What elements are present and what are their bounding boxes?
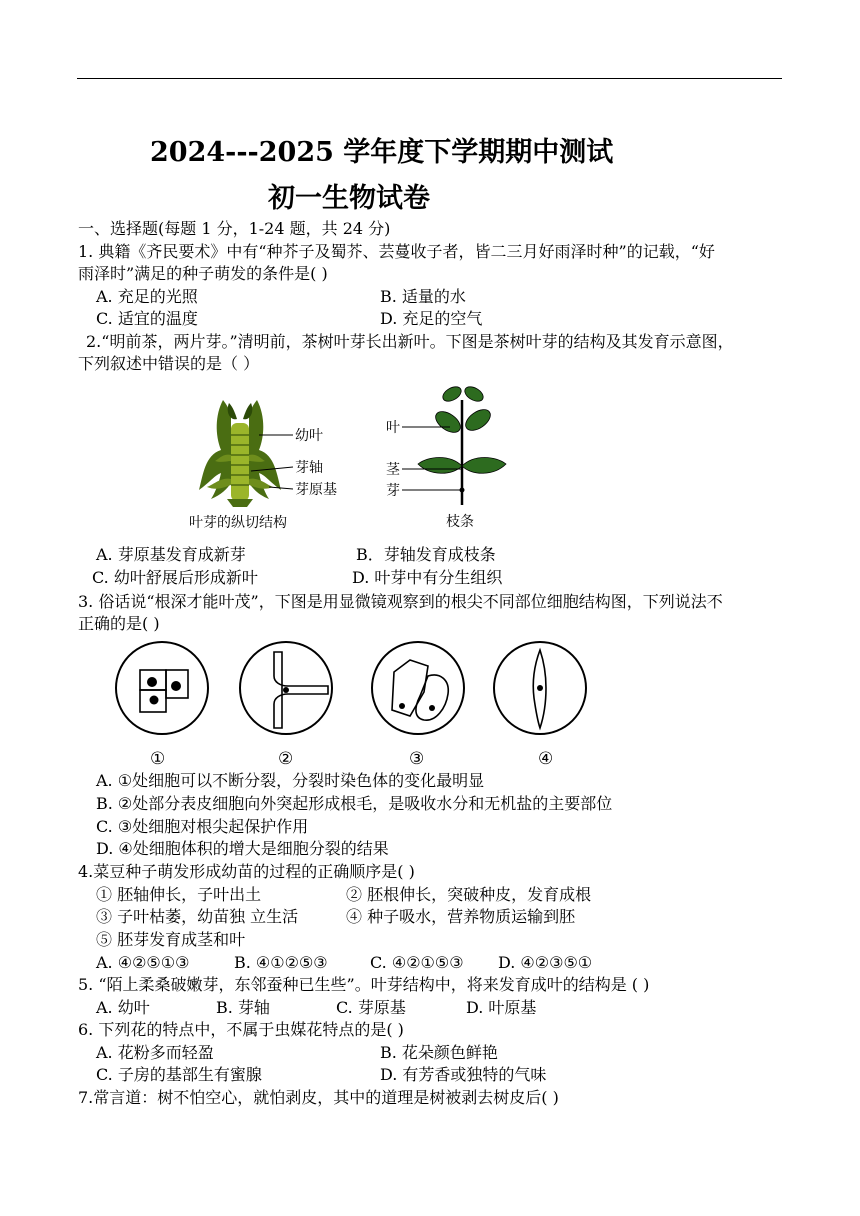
- q4-option-c: C. ④②①⑤③: [370, 953, 464, 972]
- q1-option-b: B. 适量的水: [380, 287, 466, 306]
- header-rule: [77, 78, 782, 79]
- q6-option-a: A. 花粉多而轻盈: [96, 1043, 214, 1062]
- label-stem: 茎: [386, 462, 400, 478]
- q3-option-d: D. ④处细胞体积的增大是细胞分裂的结果: [96, 839, 389, 858]
- q2-stem-line2: 下列叙述中错误的是（ ）: [78, 354, 260, 373]
- q4-option-a: A. ④②⑤①③: [96, 953, 190, 972]
- q4-step-2: ② 胚根伸长，突破种皮，发育成根: [346, 885, 592, 904]
- q1-stem-line1: 1. 典籍《齐民要术》中有“种芥子及蜀芥、芸蔓收子者，皆二三月好雨泽时种”的记载，“好: [78, 242, 715, 261]
- caption-branch: 枝条: [446, 514, 474, 530]
- branch-figure: [380, 380, 520, 532]
- label-bud: 芽: [386, 483, 400, 499]
- q1-option-c: C. 适宜的温度: [96, 309, 198, 328]
- exam-title: 2024---2025 学年度下学期期中测试: [150, 137, 614, 168]
- branch-drawing: [418, 384, 506, 505]
- q2-option-b: B．芽轴发育成枝条: [356, 545, 496, 564]
- q4-option-d: D. ④②③⑤①: [498, 953, 593, 972]
- q5-option-a: A. 幼叶: [96, 998, 150, 1017]
- q1-option-d: D. 充足的空气: [380, 309, 483, 328]
- q3-stem-line2: 正确的是( ): [78, 614, 160, 633]
- q4-step-3: ③ 子叶枯萎，幼苗独 立生活: [96, 907, 299, 926]
- root-tip-cells-figure: [110, 636, 600, 768]
- q4-step-1: ① 胚轴伸长，子叶出土: [96, 885, 262, 904]
- q5-option-d: D. 叶原基: [466, 998, 537, 1017]
- q3-option-a: A. ①处细胞可以不断分裂，分裂时染色体的变化最明显: [96, 771, 485, 790]
- section-heading: 一、选择题(每题 1 分，1-24 题，共 24 分): [78, 219, 391, 238]
- circle-label-1: ①: [150, 749, 166, 768]
- q7-stem: 7.常言道：树不怕空心，就怕剥皮，其中的道理是树被剥去树皮后( ): [78, 1088, 559, 1107]
- q5-stem: 5. “陌上柔桑破嫩芽，东邻蚕种已生些”。叶芽结构中，将来发育成叶的结构是 ( ): [78, 975, 650, 994]
- cell-circle-1: [116, 642, 208, 734]
- label-leaf: 叶: [386, 420, 400, 436]
- q4-step-5: ⑤ 胚芽发育成茎和叶: [96, 930, 246, 949]
- circle-label-4: ④: [538, 749, 554, 768]
- q5-option-c: C. 芽原基: [336, 998, 406, 1017]
- label-bud-primordium: 芽原基: [295, 482, 337, 498]
- q2-option-a: A. 芽原基发育成新芽: [96, 545, 246, 564]
- q6-option-b: B. 花朵颜色鲜艳: [380, 1043, 498, 1062]
- q5-option-b: B. 芽轴: [216, 998, 270, 1017]
- q2-stem-line1: 2.“明前茶，两片芽。”清明前，茶树叶芽长出新叶。下图是茶树叶芽的结构及其发育示意图，: [86, 332, 734, 351]
- cell-circle-3: [372, 642, 464, 734]
- caption-leaf-bud-section: 叶芽的纵切结构: [189, 515, 287, 531]
- q3-stem-line1: 3. 俗话说“根深才能叶茂”，下图是用显微镜观察到的根尖不同部位细胞结构图，下列说法不: [78, 592, 723, 611]
- cell-circle-4: [494, 642, 586, 734]
- q3-option-c: C. ③处细胞对根尖起保护作用: [96, 817, 309, 836]
- circle-label-3: ③: [409, 749, 425, 768]
- leaf-bud-section-figure: [185, 395, 360, 535]
- leaf-bud-drawing: [199, 400, 281, 507]
- q6-option-d: D. 有芳香或独特的气味: [380, 1065, 547, 1084]
- q6-option-c: C. 子房的基部生有蜜腺: [96, 1065, 262, 1084]
- q2-option-d: D. 叶芽中有分生组织: [352, 568, 503, 587]
- label-young-leaf: 幼叶: [295, 428, 323, 444]
- cell-circle-2: [240, 642, 332, 734]
- q1-stem-line2: 雨泽时”满足的种子萌发的条件是( ): [78, 264, 328, 283]
- q6-stem: 6. 下列花的特点中，不属于虫媒花特点的是( ): [78, 1020, 404, 1039]
- label-bud-axis: 芽轴: [295, 460, 323, 476]
- q4-step-4: ④ 种子吸水，营养物质运输到胚: [346, 907, 576, 926]
- exam-subtitle: 初一生物试卷: [268, 183, 430, 214]
- q4-option-b: B. ④①②⑤③: [234, 953, 328, 972]
- circle-label-2: ②: [278, 749, 294, 768]
- q1-option-a: A. 充足的光照: [96, 287, 198, 306]
- q4-stem: 4.菜豆种子萌发形成幼苗的过程的正确顺序是( ): [78, 862, 415, 881]
- q3-option-b: B. ②处部分表皮细胞向外突起形成根毛，是吸收水分和无机盐的主要部位: [96, 794, 613, 813]
- q2-option-c: C. 幼叶舒展后形成新叶: [92, 568, 258, 587]
